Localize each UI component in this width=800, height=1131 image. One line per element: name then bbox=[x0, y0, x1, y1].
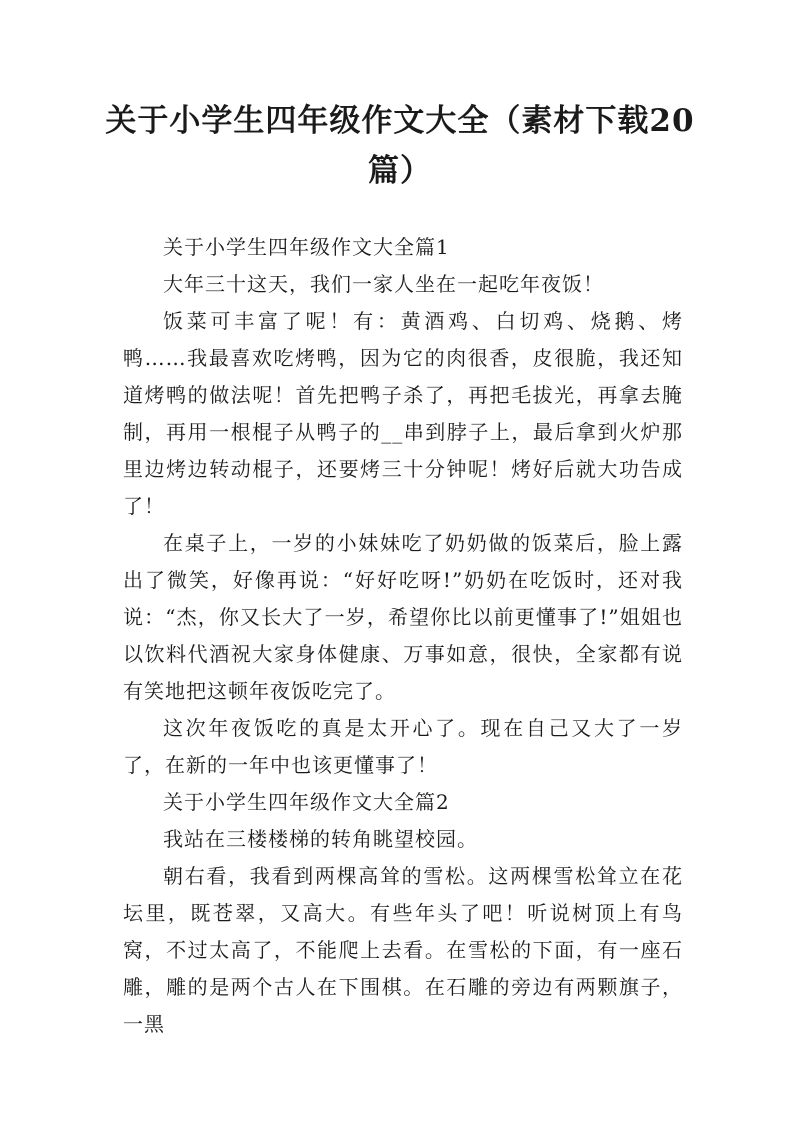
paragraph: 饭菜可丰富了呢！有：黄酒鸡、白切鸡、烧鹅、烤鸭……我最喜欢吃烤鸭，因为它的肉很香，皮很脆，我还知道烤鸭的做法呢！首先把鸭子杀了，再把毛拔光，再拿去腌制，再用一根棍子从鸭子的__串到脖子上，最后拿到火炉那里边烤边转动棍子，还要烤三十分钟呢！烤好后就大功告成了！ bbox=[123, 309, 683, 518]
paragraph: 我站在三楼楼梯的转角眺望校园。 bbox=[163, 827, 478, 851]
section-heading-1: 关于小学生四年级作文大全篇1 bbox=[163, 235, 450, 259]
paragraph: 朝右看，我看到两棵高耸的雪松。这两棵雪松耸立在花坛里，既苍翠，又高大。有些年头了吧！听说树顶上有鸟窝，不过太高了，不能爬上去看。在雪松的下面，有一座石雕，雕的是两个古人在下围棋。在石雕的旁边有两颗旗子，一黑 bbox=[123, 864, 683, 1036]
section-heading-2: 关于小学生四年级作文大全篇2 bbox=[163, 790, 450, 814]
paragraph: 大年三十这天，我们一家人坐在一起吃年夜饭！ bbox=[163, 272, 604, 296]
paragraph: 在桌子上，一岁的小妹妹吃了奶奶做的饭菜后，脸上露出了微笑，好像再说：“好好吃呀!”奶奶在吃饭时，还对我说：“杰，你又长大了一岁，希望你比以前更懂事了!”姐姐也以饮料代酒祝大家身体健康、万事如意，很快，全家都有说有笑地把这顿年夜饭吃完了。 bbox=[123, 531, 683, 703]
document-title: 关于小学生四年级作文大全（素材下载20篇） bbox=[105, 103, 695, 189]
document-body bbox=[123, 229, 683, 1043]
paragraph: 这次年夜饭吃的真是太开心了。现在自己又大了一岁了，在新的一年中也该更懂事了！ bbox=[123, 716, 683, 777]
